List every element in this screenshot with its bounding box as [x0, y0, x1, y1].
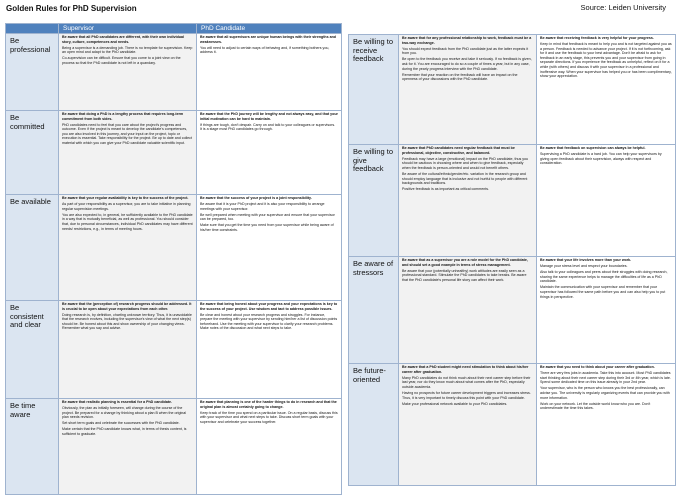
row-label: Be future-oriented: [349, 364, 399, 486]
candidate-rule: Be aware that all supervisors are unique human beings with their strengths and weaknesses.: [200, 35, 336, 44]
supervisor-text: You are also expected to, in general, be sufficiently available to the PhD candidate in a way that is mutually beneficial, as well as professional. You should consider that, due to personal circumstances, individual PhD candidates may have different needs/ restrictions, e.g., in terms of meeting hours.: [62, 212, 193, 231]
candidate-cell: [537, 145, 676, 257]
candidate-text: Be aware that it is your PhD project and it is also your responsibility to arrange meetings with your supervisor.: [200, 202, 325, 211]
supervisor-cell: [59, 399, 197, 495]
candidate-text: If things are tough, don't despair. Carry on and talk to your colleagues or supervisors. It is a stage most PhD candidates go through.: [200, 122, 336, 132]
row-label: Be professional: [6, 34, 59, 111]
candidate-cell: [197, 301, 342, 399]
candidate-cell: [197, 111, 342, 195]
supervisor-rule: Be aware that all PhD candidates are different, with their own individual story, culture, competences and needs.: [62, 35, 185, 44]
left-rules-table: [5, 23, 342, 495]
row-be-willing-to-give-feedback: [349, 145, 676, 257]
supervisor-rule: Be aware that realistic planning is essential for a PhD candidate.: [62, 400, 173, 404]
supervisor-rule: Be aware that the (perception of) research progress should be addressed. It is crucial to be open about your expectations from each other.: [62, 302, 192, 311]
candidate-cell: [197, 34, 342, 111]
row-be-consistent-and-clear: [6, 301, 342, 399]
supervisor-text: Co-supervision can be difficult. Ensure that you come to a joint view on the process so that the PhD candidate is not left in a quandary.: [62, 56, 181, 65]
candidate-rule: Be aware that receiving feedback is very helpful for your progress.: [540, 36, 654, 40]
supervisor-text: Doing research is, by definition, charting unknown territory. Thus, it is unavoidable that the research evolves, including the supervisor's view of what the next step(s) should be. Be honest about this and show ownership of your changing views. Remember what you say and advise.: [62, 312, 192, 331]
supervisor-text: Positive feedback is as important as critical comments.: [402, 187, 490, 192]
supervisor-cell: [399, 364, 537, 486]
candidate-cell: [537, 35, 676, 145]
row-be-available: [6, 195, 342, 301]
row-label: Be time aware: [6, 399, 59, 495]
supervisor-text: PhD candidates need to feel that you care about the project's progress and outcome. Even if the project is meant to develop the candidate's competences, you are also involved in this journey, and your input on the project, topic or execution is essential. Take responsibility for the project. Be up to date and collect material with which you can give your PhD candidate valuable scientific input.: [62, 122, 192, 146]
page-title: Golden Rules for PhD Supervision: [6, 4, 137, 13]
supervisor-text: Obviously, the plan as initially foreseen, will change during the course of the project. Be prepared for a change by thinking about a plan B when the original plan needs revision.: [62, 406, 187, 420]
row-label: Be willing to receive feedback: [349, 35, 399, 145]
supervisor-cell: [59, 195, 197, 301]
candidate-text: There are very few jobs in academia. Take this into account. Most PhD candidates start thinking about their next career step during their 3rd or 4th year, which is late. Spend some dedicated time on this issue already in your 2nd year.: [540, 371, 671, 385]
supervisor-rule: Be aware that as a supervisor you are a role model for the PhD candidate, and should set a good example in terms of stress management.: [402, 258, 528, 267]
row-label: Be aware of stressors: [349, 257, 399, 364]
row-be-committed: [6, 111, 342, 195]
row-be-time-aware: [6, 399, 342, 495]
supervisor-text: Be aware of the cultural/ethnic/gender/etc. variation in the research group and should employ language that is inclusive and not hurtful to people with different backgrounds and traditions.: [402, 171, 528, 186]
candidate-text: Make sure that you get the time you need from your supervisor while being aware of his/her time constraints.: [200, 223, 334, 233]
header-supervisor: Supervisor: [59, 24, 197, 34]
candidate-text: Supervising a PhD candidate is a hard job. You can help your supervisors by giving open feedback about their supervision, always with respect and consideration.: [540, 152, 662, 166]
supervisor-text: Having no prospects for future career development triggers and increases stress. Thus, it is very important to timely discuss this point with your PhD candidate.: [402, 390, 531, 400]
candidate-text: Keep in mind that feedback is meant to help you and is not targeted against you as a person. Feedback is needed to advance your project. If it is not forthcoming, ask for it and use the feedback to your best advantage. Don't be afraid to ask for feedback in an early stage, this prevents you and your supervisor from going in separate directions. If you experience the feedback as unhelpful, reflect on it for a while (with others) and discuss it with your supervisor in a professional and inoffensive way. When your supervisor has helped you or has been complimentary, show your appreciation.: [540, 42, 672, 79]
supervisor-cell: [59, 301, 197, 399]
supervisor-text: Make certain that the PhD candidate knows what, in terms of thesis content, is sufficient to graduate.: [62, 427, 187, 437]
row-be-professional: [6, 34, 342, 111]
supervisor-text: Remember that your reaction on the feedback will have an impact on the openness of your discussions with the PhD candidate.: [402, 72, 518, 82]
source-note: Source: Leiden University: [580, 3, 666, 12]
supervisor-text: Many PhD candidates do not think much about their next career step before their last year, nor do they know much about what comes after the PhD, especially outside academia.: [402, 375, 531, 389]
candidate-text: Be well prepared when meeting with your supervisor and ensure that your supervisor can be prepared, too.: [200, 212, 335, 222]
candidate-text: Your supervisor, who is the person who knows you the best professionally, can advise you. The university is regularly organizing events that can provide you with more information.: [540, 386, 670, 400]
supervisor-rule: Be aware that your regular availability is key to the success of the project.: [62, 196, 189, 200]
candidate-text: Work on your network. Let the outside world know who you are. Don't underestimate the time this takes.: [540, 401, 651, 411]
candidate-rule: Be aware that the success of your project is a joint responsibility.: [200, 196, 312, 200]
supervisor-cell: [399, 257, 537, 364]
supervisor-text: Be open to the feedback you receive and take it seriously. If no feedback is given, ask for it. You are encouraged to do so a couple of times a year, but in any case, during the yearly progress interview with the PhD candidate.: [402, 57, 532, 71]
right-rules-table: [348, 34, 676, 486]
supervisor-text: Feedback may have a large (emotional) impact on the PhD candidate, thus you should be cautious in choosing where and when to give feedback, especially when the feedback is person-oriented and would not benefit others.: [402, 156, 529, 170]
header-candidate: PhD Candidate: [197, 24, 342, 34]
row-be-willing-to-receive-feedback: [349, 35, 676, 145]
supervisor-rule: Be aware that doing a PhD is a lengthy process that requires long-term commitment from both sides.: [62, 112, 184, 121]
candidate-rule: Be aware that the PhD journey will be lengthy and not always easy, and that your initial motivation can be hard to maintain.: [200, 112, 338, 121]
candidate-rule: Be aware that you need to think about your career after graduation.: [540, 365, 655, 369]
supervisor-rule: Be aware that a PhD student might need stimulation to think about his/her career after graduation.: [402, 365, 529, 374]
candidate-cell: [537, 257, 676, 364]
supervisor-cell: [59, 34, 197, 111]
row-label: Be willing to give feedback: [349, 145, 399, 257]
row-be-future-oriented: [349, 364, 676, 486]
header-blank: [6, 24, 59, 34]
candidate-text: Keep track of the time you spend on a particular issue. On a regular basis, discuss this with your supervisor and what next steps to take. Discuss short term goals with your supervisor and celebrate your success together.: [200, 410, 338, 424]
supervisor-text: Being a supervisor is a demanding job. There is no template for supervision. Keep an open mind and adapt to the PhD candidate.: [62, 45, 193, 55]
candidate-text: Also talk to your colleagues and peers about their struggles with doing research, sharing the same experience helps to manage the difficulties of life as a PhD candidate.: [540, 270, 668, 284]
supervisor-cell: [59, 111, 197, 195]
supervisor-text: Make your professional network available to your PhD candidates.: [402, 401, 508, 406]
row-label: Be consistent and clear: [6, 301, 59, 399]
supervisor-text: As part of your responsibility as a supervisor, you are to take initiative in planning regular supervision meetings.: [62, 202, 191, 211]
row-label: Be available: [6, 195, 59, 301]
supervisor-rule: Be aware that for any professional relationship to work, feedback must be a two-way exchange.: [402, 36, 532, 45]
candidate-rule: Be aware that being honest about your progress and your expectations is key to the success of your project. Use wisdom and tact to address possible issues.: [200, 302, 338, 311]
row-label: Be committed: [6, 111, 59, 195]
row-be-aware-of-stressors: [349, 257, 676, 364]
candidate-cell: [197, 195, 342, 301]
supervisor-rule: Be aware that PhD candidates need regular feedback that must be professional, objective, constructive, and balanced.: [402, 146, 515, 155]
candidate-rule: Be aware that feedback on supervision can always be helpful.: [540, 146, 646, 150]
supervisor-text: Set short term goals and celebrate the successes with the PhD candidate.: [62, 421, 180, 426]
candidate-text: You will need to adjust to certain ways of behaving and, if something bothers you, address it.: [200, 45, 330, 55]
candidate-cell: [537, 364, 676, 486]
candidate-text: Be clear and honest about your research progress and struggles. For instance, prepare the meeting with your supervisor by sending him/her a list of discussion points beforehand. Use the meeting with your supervisor to clarify your research problems. Make notes of the discussion and what next steps to take.: [200, 312, 338, 331]
candidate-text: Maintain the communication with your supervisor and remember that your supervisor has followed the same path before you and can also help you to put things in perspective.: [540, 285, 666, 299]
candidate-text: Manage your stress level and respect your boundaries.: [540, 264, 628, 269]
candidate-rule: Be aware that planning is one of the harder things to do in research and that the original plan is almost certainly going to change.: [200, 400, 337, 409]
supervisor-text: Be aware that your (potentially unhealthy) work attitudes are easily seen as a professional standard. Stimulate the PhD candidates to take breaks. Be aware that the PhD candidate's personal life story can affect their work.: [402, 268, 527, 282]
supervisor-text: You should expect feedback from the PhD candidate just as the latter expects it from you.: [402, 46, 529, 56]
supervisor-cell: [399, 145, 537, 257]
candidate-rule: Be aware that your life involves more than your work.: [540, 258, 632, 262]
candidate-cell: [197, 399, 342, 495]
supervisor-cell: [399, 35, 537, 145]
